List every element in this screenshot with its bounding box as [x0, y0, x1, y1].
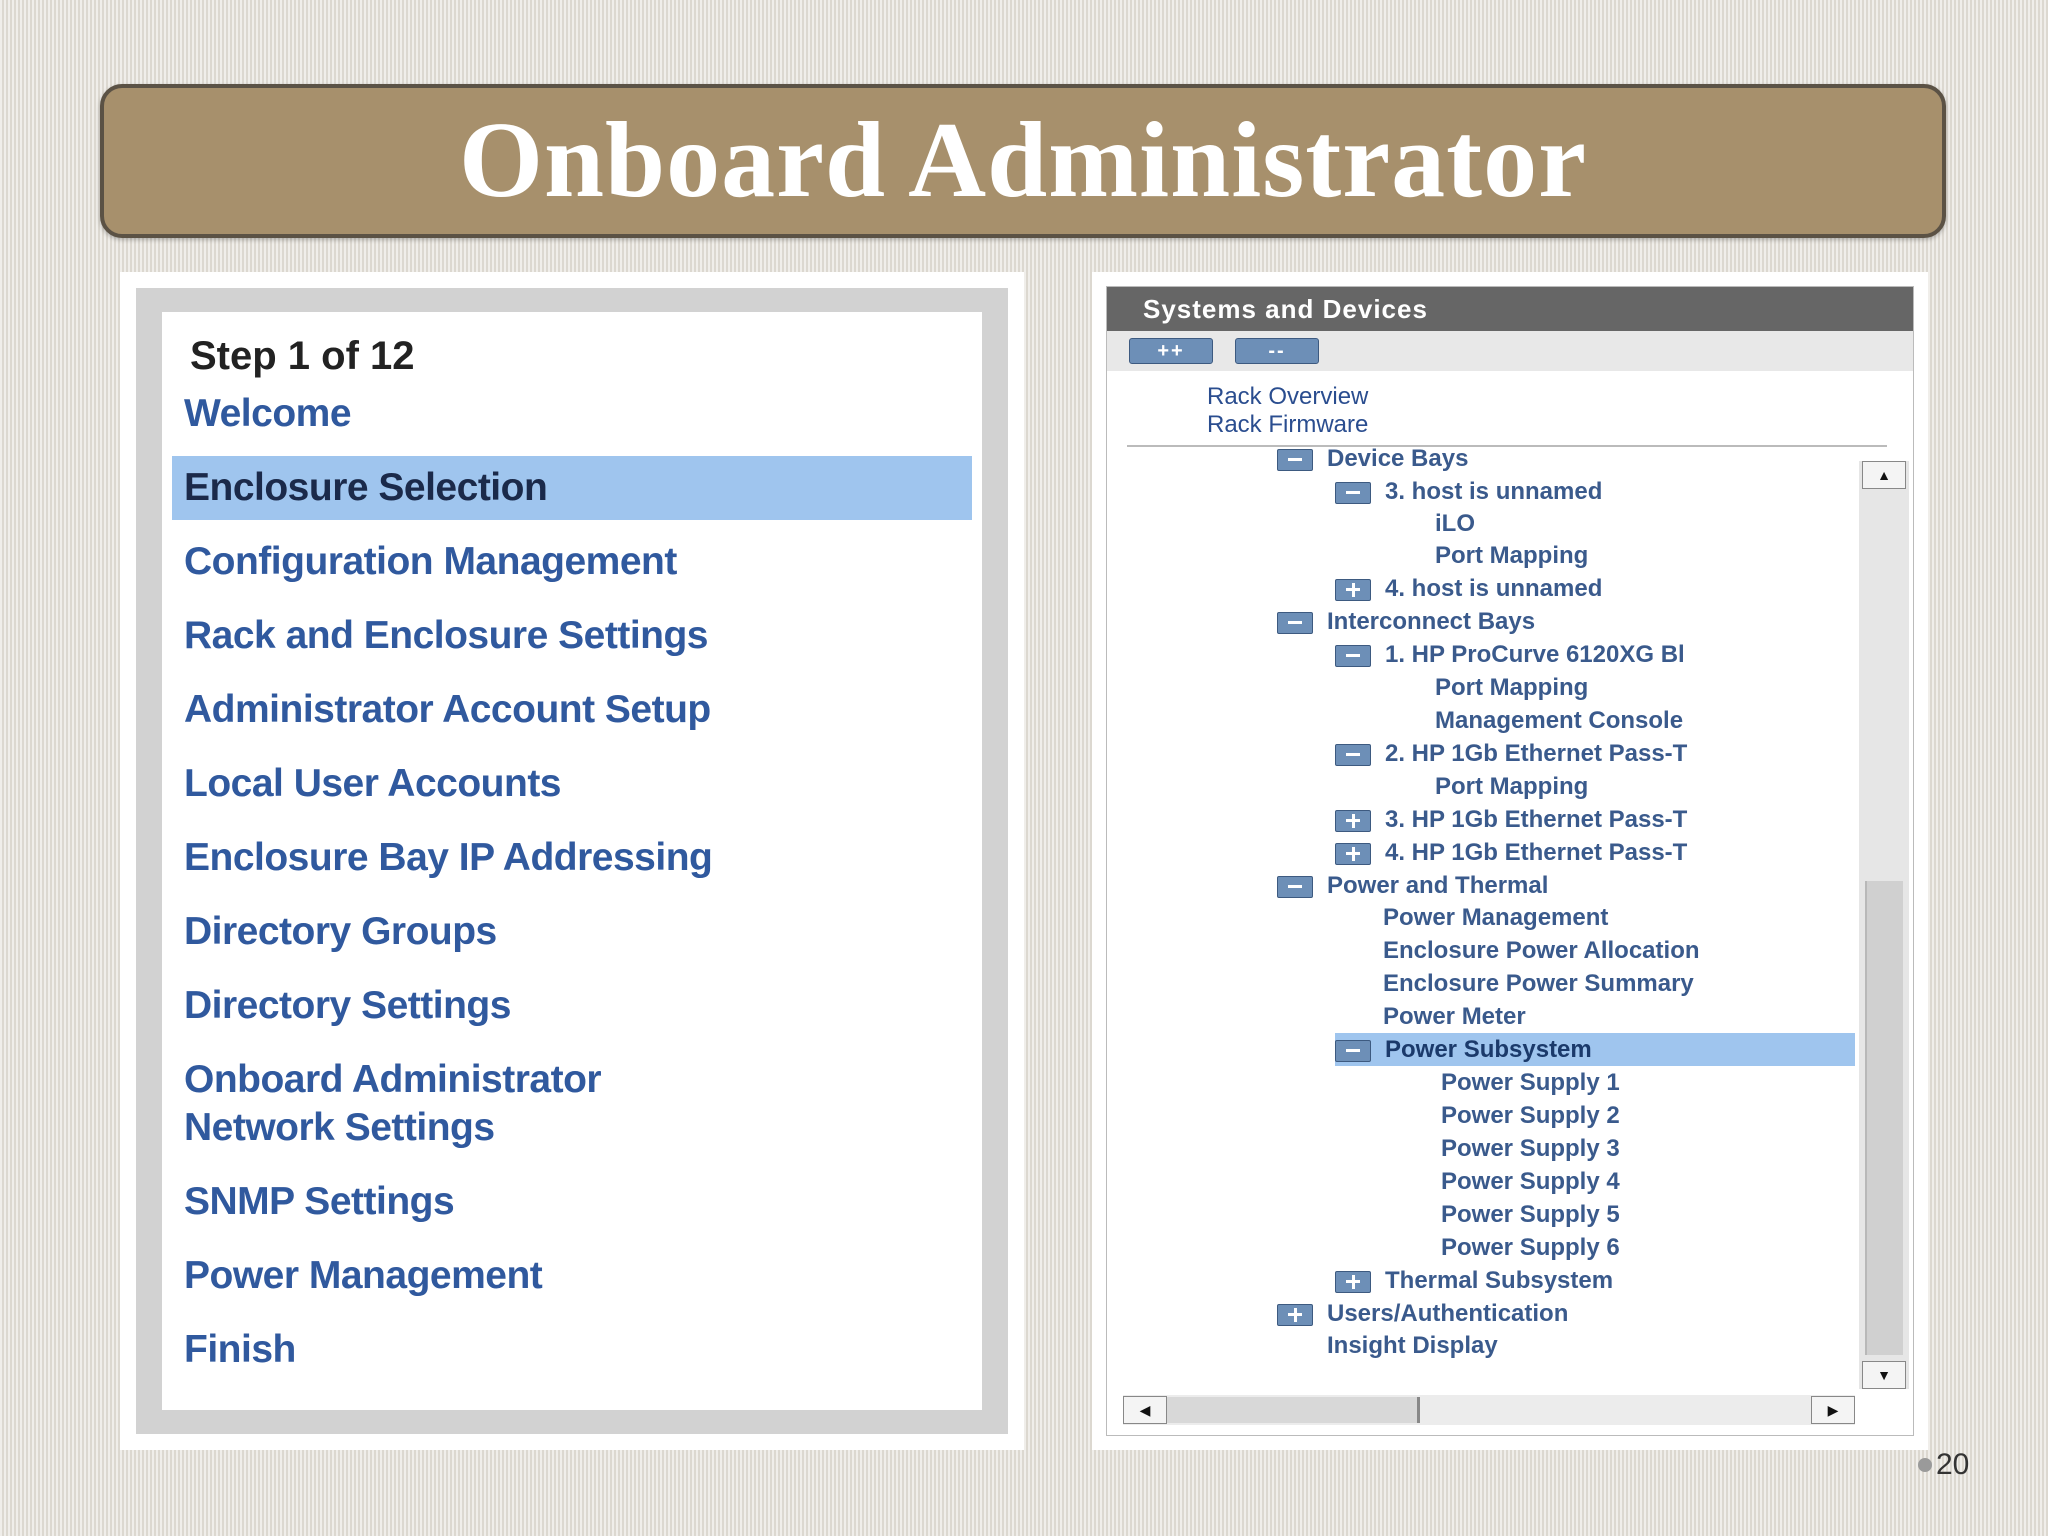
tree-node-device-bays[interactable] — [1277, 442, 1468, 475]
scroll-down-button[interactable]: ▼ — [1862, 1361, 1906, 1389]
expand-toggle-icon[interactable] — [1277, 1304, 1313, 1326]
collapse-toggle-icon[interactable] — [1335, 744, 1371, 766]
collapse-all-button[interactable]: -- — [1235, 338, 1319, 364]
tree-node-label: 3. host is unnamed — [1385, 478, 1603, 505]
vertical-scroll-thumb[interactable] — [1865, 881, 1903, 1355]
tree-node-interconnect-3[interactable] — [1335, 803, 1687, 836]
expand-toggle-icon[interactable] — [1335, 1271, 1371, 1293]
tree-node-power-supply-1[interactable]: Power Supply 1 — [1441, 1069, 1620, 1096]
wizard-step-local-user-accounts[interactable]: Local User Accounts — [184, 762, 561, 805]
scroll-up-button[interactable]: ▲ — [1862, 461, 1906, 489]
wizard-steps-container — [162, 312, 982, 1410]
wizard-step-welcome[interactable]: Welcome — [184, 392, 352, 435]
expand-toggle-icon[interactable] — [1335, 810, 1371, 832]
tree-node-enclosure-power-summary[interactable]: Enclosure Power Summary — [1383, 970, 1694, 997]
tree-node-power-management[interactable]: Power Management — [1383, 904, 1609, 931]
systems-devices-frame — [1106, 286, 1914, 1436]
tree-node-label: 3. HP 1Gb Ethernet Pass-T — [1385, 806, 1688, 833]
step-header: Step 1 of 12 — [190, 334, 415, 378]
tree-node-label: Users/Authentication — [1327, 1300, 1569, 1327]
wizard-step-oa-network-settings[interactable] — [172, 1056, 972, 1152]
rack-overview-link[interactable]: Rack Overview — [1207, 383, 1369, 410]
tree-node-interconnect-4[interactable] — [1335, 836, 1687, 869]
tree-node-label: Device Bays — [1327, 445, 1469, 472]
tree-node-power-supply-2[interactable]: Power Supply 2 — [1441, 1102, 1620, 1129]
systems-devices-header: Systems and Devices — [1107, 287, 1913, 331]
tree-node-power-subsystem[interactable] — [1335, 1033, 1855, 1066]
tree-node-label: Interconnect Bays — [1327, 608, 1536, 635]
tree-node-power-supply-3[interactable]: Power Supply 3 — [1441, 1135, 1620, 1162]
wizard-step-list — [172, 390, 972, 1374]
wizard-step-snmp-settings[interactable]: SNMP Settings — [184, 1180, 455, 1223]
tree-node-port-mapping[interactable]: Port Mapping — [1435, 773, 1589, 800]
tree-node-label: Thermal Subsystem — [1385, 1267, 1614, 1294]
wizard-step-finish[interactable]: Finish — [184, 1328, 296, 1371]
wizard-frame — [136, 288, 1008, 1434]
collapse-toggle-icon[interactable] — [1277, 612, 1313, 634]
tree-node-power-supply-6[interactable]: Power Supply 6 — [1441, 1234, 1620, 1261]
tree-node-interconnect-2[interactable] — [1335, 737, 1687, 770]
tree-node-label: Power and Thermal — [1327, 872, 1549, 899]
horizontal-scroll-thumb[interactable] — [1167, 1397, 1420, 1423]
tree-node-label: 4. host is unnamed — [1385, 575, 1603, 602]
tree-node-interconnect-1[interactable] — [1335, 638, 1685, 671]
setup-wizard-panel — [120, 272, 1024, 1450]
collapse-toggle-icon[interactable] — [1277, 449, 1313, 471]
tree-node-users-authentication[interactable] — [1277, 1297, 1568, 1330]
wizard-step-enclosure-bay-ip[interactable]: Enclosure Bay IP Addressing — [184, 836, 713, 879]
tree-node-ilo[interactable]: iLO — [1435, 510, 1475, 537]
tree-node-interconnect-bays[interactable] — [1277, 605, 1535, 638]
tree-node-label: 4. HP 1Gb Ethernet Pass-T — [1385, 839, 1688, 866]
tree-toolbar — [1107, 331, 1913, 371]
expand-all-button[interactable]: ++ — [1129, 338, 1213, 364]
tree-node-host-3[interactable] — [1335, 475, 1602, 508]
scroll-right-button[interactable]: ▶ — [1811, 1396, 1855, 1424]
collapse-toggle-icon[interactable] — [1335, 482, 1371, 504]
scroll-left-button[interactable]: ◀ — [1123, 1396, 1167, 1424]
tree-node-port-mapping[interactable]: Port Mapping — [1435, 542, 1589, 569]
title-banner — [100, 84, 1946, 238]
wizard-step-enclosure-selection[interactable]: Enclosure Selection — [172, 456, 972, 520]
wizard-step-configuration-management[interactable]: Configuration Management — [184, 540, 677, 583]
tree-node-power-supply-4[interactable]: Power Supply 4 — [1441, 1168, 1620, 1195]
tree-node-label: 1. HP ProCurve 6120XG Bl — [1385, 641, 1685, 668]
device-tree — [1107, 445, 1855, 1389]
wizard-step-label-line1: Onboard Administrator — [184, 1058, 602, 1101]
tree-node-management-console[interactable]: Management Console — [1435, 707, 1684, 734]
wizard-step-power-management[interactable]: Power Management — [184, 1254, 543, 1297]
tree-node-power-thermal[interactable] — [1277, 869, 1548, 902]
tree-node-insight-display[interactable]: Insight Display — [1327, 1332, 1498, 1359]
tree-node-power-supply-5[interactable]: Power Supply 5 — [1441, 1201, 1620, 1228]
tree-node-label: 2. HP 1Gb Ethernet Pass-T — [1385, 740, 1688, 767]
tree-node-power-meter[interactable]: Power Meter — [1383, 1003, 1526, 1030]
wizard-step-label-line2: Network Settings — [184, 1106, 495, 1149]
collapse-toggle-icon[interactable] — [1335, 645, 1371, 667]
systems-devices-panel — [1092, 272, 1928, 1450]
vertical-scrollbar[interactable] — [1859, 461, 1909, 1389]
tree-node-enclosure-power-allocation[interactable]: Enclosure Power Allocation — [1383, 937, 1700, 964]
slide-title: Onboard Administrator — [458, 101, 1588, 220]
wizard-step-rack-enclosure-settings[interactable]: Rack and Enclosure Settings — [184, 614, 708, 657]
tree-node-host-4[interactable] — [1335, 572, 1602, 605]
rack-firmware-link[interactable]: Rack Firmware — [1207, 411, 1369, 438]
expand-toggle-icon[interactable] — [1335, 843, 1371, 865]
page-number-text: 20 — [1936, 1448, 1970, 1481]
expand-toggle-icon[interactable] — [1335, 579, 1371, 601]
collapse-toggle-icon[interactable] — [1277, 876, 1313, 898]
wizard-step-directory-groups[interactable]: Directory Groups — [184, 910, 497, 953]
wizard-step-directory-settings[interactable]: Directory Settings — [184, 984, 511, 1027]
page-number — [1918, 1448, 1969, 1482]
horizontal-scrollbar[interactable] — [1123, 1395, 1855, 1425]
tree-node-port-mapping[interactable]: Port Mapping — [1435, 674, 1589, 701]
rack-links — [1127, 371, 1887, 447]
bullet-dot-icon — [1918, 1458, 1932, 1472]
tree-node-thermal-subsystem[interactable] — [1335, 1264, 1613, 1297]
wizard-step-administrator-account-setup[interactable]: Administrator Account Setup — [184, 688, 711, 731]
collapse-toggle-icon[interactable] — [1335, 1040, 1371, 1062]
tree-node-label: Power Subsystem — [1385, 1036, 1592, 1063]
